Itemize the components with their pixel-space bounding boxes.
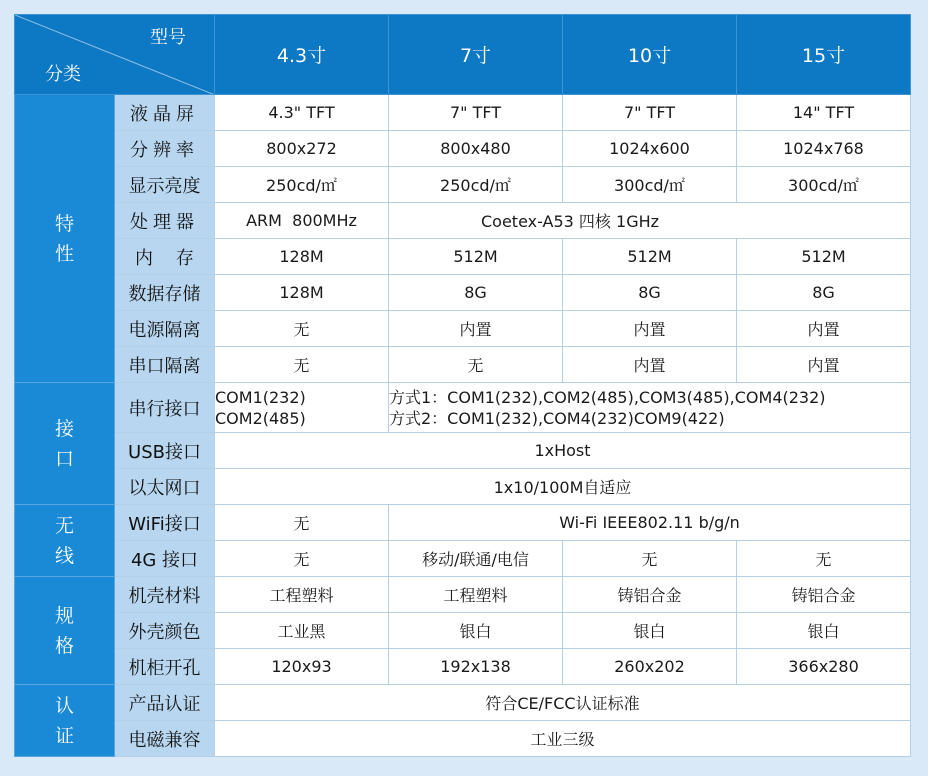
spec-row	[15, 721, 911, 757]
feature-label: 机壳材料	[115, 577, 215, 613]
model-header: 10寸	[563, 15, 737, 95]
spec-value: 银白	[389, 613, 563, 649]
spec-value: 512M	[389, 239, 563, 275]
spec-value: 内置	[737, 311, 911, 347]
spec-value-merged: 1x10/100M自适应	[215, 469, 911, 505]
feature-label: 外壳颜色	[115, 613, 215, 649]
spec-value: 移动/联通/电信	[389, 541, 563, 577]
spec-row	[15, 649, 911, 685]
spec-row	[15, 505, 911, 541]
spec-value: 250cd/㎡	[389, 167, 563, 203]
category-char: 线	[54, 544, 74, 567]
spec-value: 8G	[389, 275, 563, 311]
category-char: 特	[54, 212, 74, 235]
feature-label: USB接口	[115, 433, 215, 469]
serial-line: COM1(232)	[215, 387, 306, 407]
spec-value: 14" TFT	[737, 95, 911, 131]
spec-value: 无	[215, 347, 389, 383]
category-cell	[15, 685, 115, 757]
spec-value-merged: 工业三级	[215, 721, 911, 757]
spec-value: 366x280	[737, 649, 911, 685]
model-header: 15寸	[737, 15, 911, 95]
serial-line: 方式1：COM1(232),COM2(485),COM3(485),COM4(232)	[389, 387, 826, 407]
spec-row	[15, 239, 911, 275]
feature-label: 液晶屏	[115, 95, 215, 131]
category-char: 格	[54, 634, 74, 657]
feature-label: 数据存储	[115, 275, 215, 311]
spec-value: 8G	[563, 275, 737, 311]
spec-value-merged: 符合CE/FCC认证标准	[215, 685, 911, 721]
spec-row	[15, 433, 911, 469]
spec-row	[15, 347, 911, 383]
spec-value-multiline	[215, 383, 389, 433]
spec-value: 工程塑料	[389, 577, 563, 613]
spec-value: 银白	[563, 613, 737, 649]
spec-value: 120x93	[215, 649, 389, 685]
spec-value: 800x272	[215, 131, 389, 167]
spec-value-merged: 1xHost	[215, 433, 911, 469]
category-char: 口	[54, 447, 74, 470]
spec-value: ARM 800MHz	[215, 203, 389, 239]
spec-value: 300cd/㎡	[737, 167, 911, 203]
spec-value: 1024x600	[563, 131, 737, 167]
spec-row	[15, 311, 911, 347]
spec-value: 无	[215, 311, 389, 347]
feature-label: 串口隔离	[115, 347, 215, 383]
spec-value: 内置	[563, 347, 737, 383]
category-cell	[15, 577, 115, 685]
category-char: 接	[54, 417, 74, 440]
spec-value: 260x202	[563, 649, 737, 685]
serial-line: 方式2：COM1(232),COM4(232)COM9(422)	[389, 408, 725, 428]
spec-value: 无	[737, 541, 911, 577]
feature-label: 4G 接口	[115, 541, 215, 577]
category-cell	[15, 383, 115, 505]
spec-value-merged: Wi-Fi IEEE802.11 b/g/n	[389, 505, 911, 541]
spec-value: 工程塑料	[215, 577, 389, 613]
header-corner	[15, 15, 215, 95]
feature-label: 分辨率	[115, 131, 215, 167]
feature-label: 产品认证	[115, 685, 215, 721]
category-char: 无	[54, 514, 74, 537]
feature-label: 显示亮度	[115, 167, 215, 203]
spec-value: 7" TFT	[389, 95, 563, 131]
spec-value: 内置	[737, 347, 911, 383]
spec-value: 内置	[389, 311, 563, 347]
spec-row	[15, 577, 911, 613]
category-cell	[15, 95, 115, 383]
spec-value: 300cd/㎡	[563, 167, 737, 203]
spec-value: 8G	[737, 275, 911, 311]
spec-value: 4.3" TFT	[215, 95, 389, 131]
feature-label: 电磁兼容	[115, 721, 215, 757]
feature-label: 电源隔离	[115, 311, 215, 347]
spec-row	[15, 469, 911, 505]
spec-row	[15, 685, 911, 721]
feature-label: 处理器	[115, 203, 215, 239]
spec-value: 银白	[737, 613, 911, 649]
spec-value: 512M	[737, 239, 911, 275]
spec-value-multiline	[389, 383, 911, 433]
category-char: 认	[54, 694, 74, 717]
spec-value: 无	[215, 541, 389, 577]
spec-value: 128M	[215, 275, 389, 311]
feature-label: WiFi接口	[115, 505, 215, 541]
model-label: 型号	[150, 27, 186, 48]
feature-label: 机柜开孔	[115, 649, 215, 685]
spec-value: 无	[389, 347, 563, 383]
spec-row	[15, 95, 911, 131]
spec-value: 800x480	[389, 131, 563, 167]
category-char: 性	[54, 242, 74, 265]
category-label: 分类	[45, 64, 81, 85]
spec-value-merged: Coetex-A53 四核 1GHz	[389, 203, 911, 239]
category-char: 证	[54, 724, 74, 747]
spec-row	[15, 383, 911, 433]
model-header: 7寸	[389, 15, 563, 95]
feature-label: 内 存	[115, 239, 215, 275]
category-cell	[15, 505, 115, 577]
spec-value: 铸铝合金	[563, 577, 737, 613]
spec-value: 内置	[563, 311, 737, 347]
category-char: 规	[54, 604, 74, 627]
serial-line: COM2(485)	[215, 408, 306, 428]
spec-value: 512M	[563, 239, 737, 275]
model-header: 4.3寸	[215, 15, 389, 95]
spec-value: 1024x768	[737, 131, 911, 167]
spec-value: 铸铝合金	[737, 577, 911, 613]
spec-value: 7" TFT	[563, 95, 737, 131]
spec-value: 128M	[215, 239, 389, 275]
feature-label: 以太网口	[115, 469, 215, 505]
spec-value: 无	[215, 505, 389, 541]
spec-value: 250cd/㎡	[215, 167, 389, 203]
spec-value: 192x138	[389, 649, 563, 685]
spec-row	[15, 275, 911, 311]
spec-row	[15, 541, 911, 577]
spec-row	[15, 203, 911, 239]
feature-label: 串行接口	[115, 383, 215, 433]
spec-row	[15, 167, 911, 203]
spec-value: 工业黑	[215, 613, 389, 649]
spec-row	[15, 131, 911, 167]
header-row	[15, 15, 911, 95]
spec-value: 无	[563, 541, 737, 577]
spec-table	[14, 14, 911, 757]
spec-row	[15, 613, 911, 649]
